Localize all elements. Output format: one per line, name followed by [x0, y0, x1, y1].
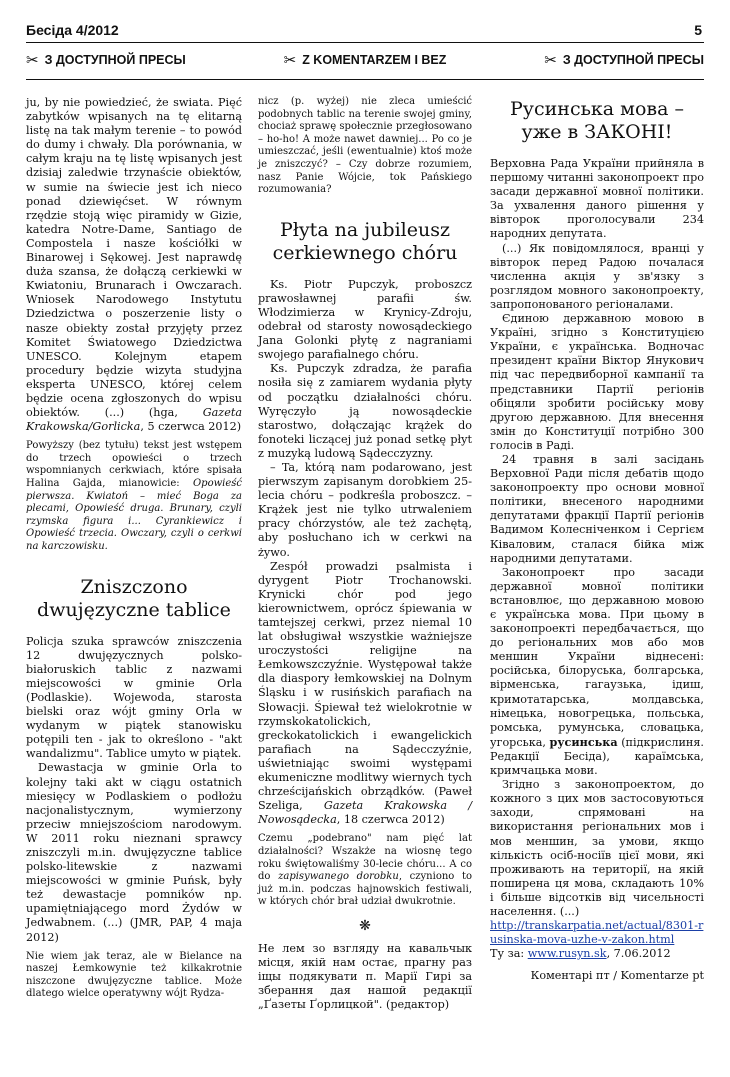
rusyn-link[interactable]: www.rusyn.sk: [527, 947, 607, 961]
header-rule-bottom: [26, 79, 704, 80]
scissors-icon: ✂: [283, 52, 297, 69]
scissors-icon: ✂: [544, 52, 557, 69]
issue-title: Бесіда 4/2012: [26, 22, 119, 38]
article-paragraph: – Ta, którą nam podarowano, jest pierwszym zapisanym dorobkiem 25-lecia chóru – podkreśla proboszcz. – Krążek jest nie tylko utrwaleniem pracy chórzystów, ale też zachętą, aby posłuchano ich w cerkwi na żywo.: [258, 460, 472, 559]
source-link[interactable]: http://transkarpatia.net/actual/8301-rusinska-mova-uzhe-v-zakon.html: [490, 919, 704, 947]
editor-note: Powyższy (bez tytułu) tekst jest wstępem do trzech opowieści o trzech wspomnianych cerkwiach, które spisała Halina Gajda, mianowicie: Opowieść pierwsza. Kwiatoń – mieć Boga za plecami, Opowieść druga. Brunary, czyli rzymska figura i... Cyrankiewicz i Opowieść trzecia. Owczary, czyli o cerkwi na karczowisku.: [26, 440, 242, 552]
article-paragraph: Policja szuka sprawców zniszczenia 12 dwujęzycznych polsko-białoruskich tablic z nazwami miejscowości w gminie Orla (Podlaskie). Wojewoda, starosta bielski oraz wójt gminy Orla w wydanym w piątek stanowisku potępili ten - jak to określono - "akt wandalizmu". Tablice umyto w piątek.: [26, 634, 242, 761]
source-link-line: [490, 919, 704, 947]
section-heading-1: [26, 51, 186, 69]
article-paragraph: Законопроект про засади державної мовної політики встановлює, що державною мовою є українська мова. При цьому в законопроекті передбачається, що до регіональних мов або мов меншин України віднесені: російська, білоруська, болгарська, вірменська, гагаузька, ідиш, кримотатарська, молдавська, німецька, новогрецька, польська, ромська, румунська, словацька, угорська, русинська (підкрислиня. Редакції Бесіда), караїмська, кримчацька мови.: [490, 565, 704, 778]
section-label: Z KOMENTARZEM I BEZ: [302, 53, 447, 67]
article-paragraph: Верховна Рада України прийняла в першому читанні законопроект про засади державної мовної політики. За ухвалення даного рішення у вівторок проголосували 234 народних депутата.: [490, 157, 704, 241]
article-paragraph: ju, by nie powiedzieć, że swiata. Pięć zabytków wpisanych na tę elitarną listę na tak małym terenie – to powód do dumy i chwały. Dla porównania, w całym kraju na tę listę wpisanych jest dzisiaj zaledwie trzynaście obiektów, w sumie na świecie jest ich nieco ponad dziewięćset. W równym rzędzie stoją więc piramidy w Gizie, katedra Notre-Dame, Santiago de Compostela i nasze kościółki w Binarowej i Sękowej. Jest naprawdę duża szansa, że dołączą cerkiewki w Kwiatoniu, Brunarach i Owczarach. Wniosek Narodowego Instytutu Dziedzictwa o poszerzenie listy o nasze obiekty został przyjęty przez Komitet Światowego Dziedzictwa UNESCO. Kolejnym etapem procedury będzie wizyta studyjna eksperta UNESCO, której celem będzie ocena zgłoszonych do wpisu obiektów. (...) (hga, Gazeta Krakowska/Gorlicka, 5 czerwca 2012): [26, 96, 242, 434]
editor-note: Nie wiem jak teraz, ale w Bielance na naszej Łemkowynie też kilkakrotnie niszczone dwujęzyczne tablice. Może dlatego wielce operatywny wójt Rydza-: [26, 950, 242, 1000]
article-headline: Русинська мова – уже в ЗАКОНІ!: [510, 98, 684, 143]
section-heading-3: [544, 51, 704, 69]
column-2: [258, 96, 472, 1013]
editor-note: Czemu „podebrano" nam pięć lat działalności? Wszakże na wiosnę tego roku świętowaliśmy 30-lecie chóru... A co do zapisywanego dorobku, czyniono to już m.in. podczas hajnowskich festiwali, w których chór brał udział dwukrotnie.: [258, 833, 473, 908]
column-3: [490, 96, 704, 983]
scissors-icon: ✂: [26, 52, 39, 69]
article-paragraph: Згідно з законопроектом, до кожного з цих мов застосовуються заходи, спрямовані на використання регіональних мов і мов меншин, за умови, якщо кількість осіб-носіїв цієї мови, які проживають на території, на якій поширена ця мова, складають 10% і більше відсотків від чисельності населення. (...): [490, 778, 704, 918]
section-label: З ДОСТУПНОЙ ПРЕСЫ: [562, 53, 704, 67]
article-paragraph: Dewastacja w gminie Orla to kolejny taki akt w ciągu ostatnich miesięcy w Podlaskiem o podłożu nacjonalistycznym, wymierzony przeciw mniejszościom narodowym. W 2011 roku nieznani sprawcy zniszczyli m.in. dwujęzyczne tablice polsko-litewskie z nazwami miejscowości w gminie Puńsk, były też dewastacje pomników np. upamiętniającego mord Żydów w Jedwabnem. (...) (JMR, PAP, 4 maja 2012): [26, 761, 242, 944]
article-paragraph: 24 травня в залі засідань Верховної Ради після дебатів щодо законопроекту про основи мовної політики, внесеного народними депутатами фракції Партії регіонів Вадимом Колесніченком і Сергієм Ківаловим, сталася бійка між народними депутатами.: [490, 452, 704, 565]
article-paragraph: Єдиною державною мовою в Україні, згідно з Конституцією України, є українська. Водночас президент країни Віктор Янукович під час передвиборної кампанії та представники Партії регіонів обіцяли зробити російську мову другою державною. Для внесення змін до Конституції потрібно 300 голосів в Раді.: [490, 312, 704, 452]
section-label: З ДОСТУПНОЙ ПРЕСЫ: [44, 53, 186, 67]
source-name: Gazeta Krakowska/Gorlicka: [26, 406, 242, 434]
emphasized-word: русинська: [549, 734, 618, 749]
source-name: Gazeta Krakowska / Nowosądecka: [258, 799, 473, 827]
article-paragraph: Ks. Piotr Pupczyk, proboszcz prawosławnej parafii św. Włodzimierza w Krynicy-Zdroju, odebrał od starosty nowosądeckiego Jana Golonki płytę z nagraniami swojego parafialnego chóru.: [258, 277, 472, 362]
column-1: [26, 96, 242, 1001]
source-line: Ту за: www.rusyn.sk, 7.06.2012: [490, 947, 671, 961]
article-paragraph: nicz (p. wyżej) nie zleca umieścić podobnych tablic na terenie swojej gminy, chociaż sprawę społecznie przegłosowano – ho-ho! A może nawet dawniej... Po co je umieszczać, jeśli (ewentualnie) ktoś może je zniszczyć? – Czy dobrze rozumiem, nasz Panie Wójcie, tok Pańskiego rozumowania?: [258, 96, 472, 196]
article-paragraph: (...) Як повідомлялося, вранці у вівторок перед Радою почалася численна акція у зв'язку з розглядом мовного законопроекту, запропонованого регіоналами.: [490, 241, 704, 311]
article-paragraph: Ks. Pupczyk zdradza, że parafia nosiła się z zamiarem wydania płyty od początku działalności chóru. Wyręczyło ją nowosądeckie starostwo, dołączając krążek do fonoteki liczącej już ponad setkę płyt z muzyką ludową Sądecczyzny.: [258, 362, 472, 460]
comments-credit: Коментарі пт / Komentarze pt: [530, 969, 704, 983]
section-heading-2: [284, 51, 447, 69]
article-headline: Płyta na jubileusz cerkiewnego chóru: [272, 218, 458, 264]
article-paragraph: Zespół prowadzi psalmista i dyrygent Piotr Trochanowski. Krynicki chór pod jego kierownictwem, oprócz śpiewania w tamtejszej cerkwi, przez niemal 10 lat obsługiwał wszystkie ważniejsze uroczystości religijne na Łemkowszczyźnie. Występował także dla diaspory łemkowskiej na Dolnym Śląsku i w rusińskich parafiach na Słowacji. Śpiewał też wielokrotnie w rzymskokatolickich, greckokatolickich i ewangelickich parafiach na Sądecczyźnie, uświetniając swoimi występami ekumeniczne modlitwy wiernych tych chrześcijańskich obrządków. (Paweł Szeliga, Gazeta Krakowska / Nowosądecka, 18 czerwca 2012): [258, 559, 473, 827]
section-strip: [26, 49, 704, 71]
ornament-separator: ❋: [359, 917, 371, 934]
article-headline: Zniszczono dwujęzyczne tablice: [37, 575, 231, 621]
article-paragraph: Не лем зо взгляду на кавальчык місця, якій нам остає, прагну раз іщы подякувати п. Марії Гирі за зберання дая нашой редакції „Ґазеты Ґорлицкой". (редактор): [258, 942, 472, 1012]
page-number: 5: [694, 22, 702, 38]
header-rule-top: [26, 42, 704, 43]
